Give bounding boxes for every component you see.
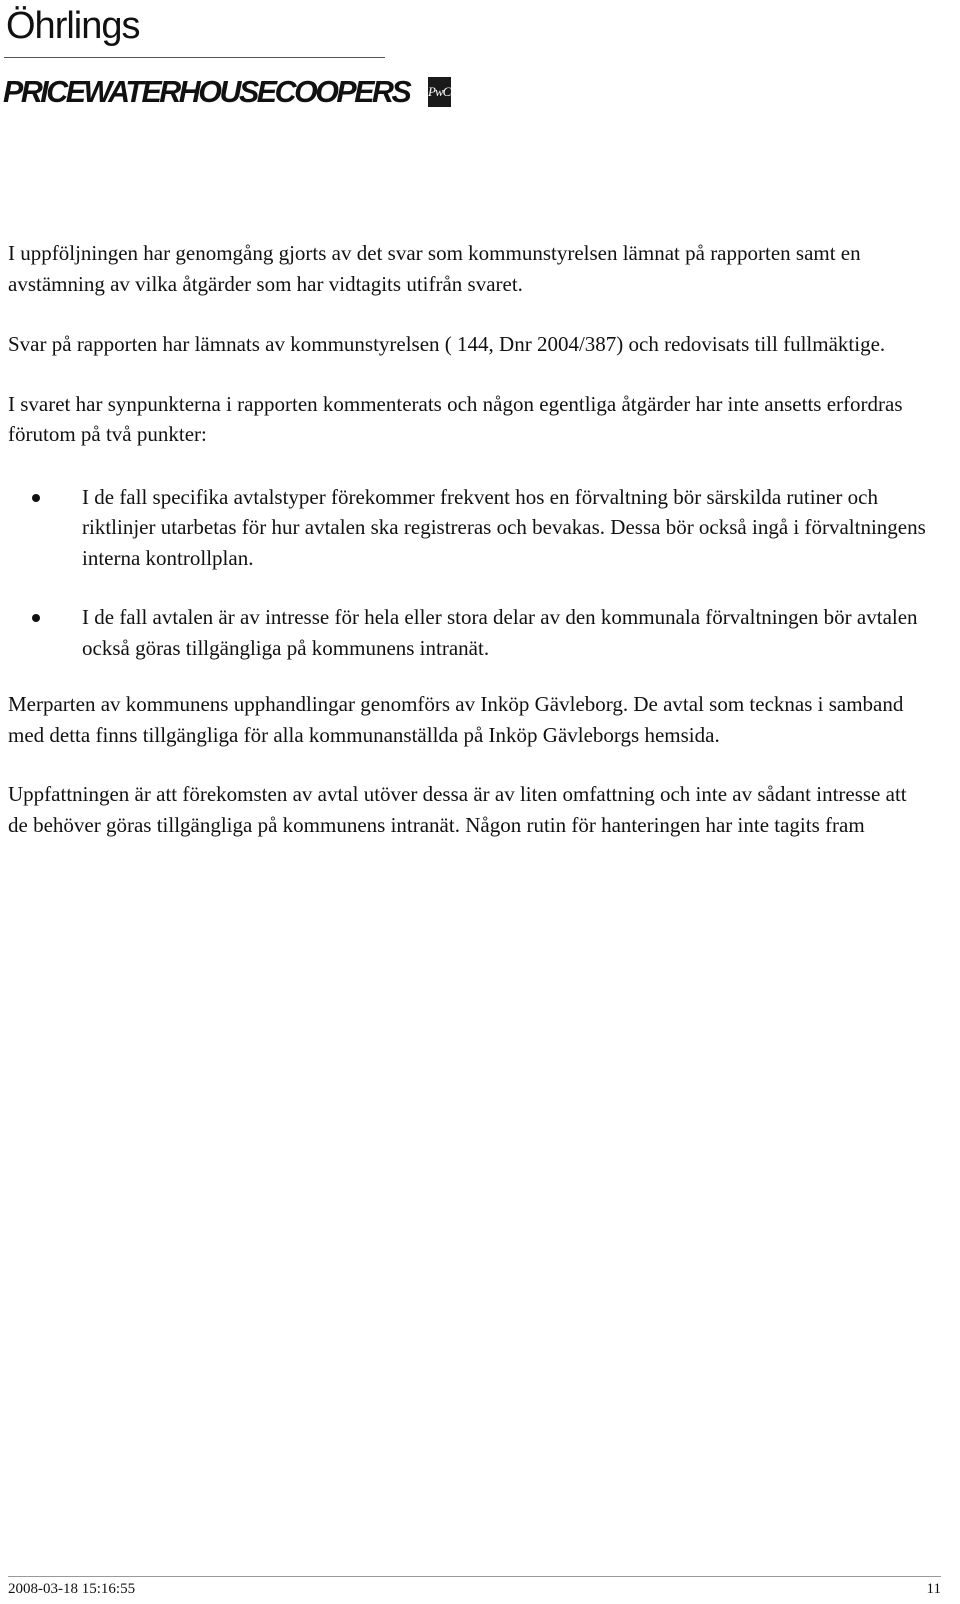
footer-divider (8, 1576, 941, 1577)
header-divider (4, 57, 385, 58)
paragraph: I uppföljningen har genomgång gjorts av det svar som kommunstyrelsen lämnat på rapporten samt en avstämning av vilka åtgärder som har vidtagits utifrån svaret. (8, 241, 861, 296)
brand-name: Öhrlings (6, 5, 140, 47)
company-logo (3, 69, 451, 115)
document-body (8, 238, 928, 869)
logo-monogram: PwC (428, 77, 451, 107)
page-footer (8, 1576, 941, 1598)
page-number: 11 (926, 1581, 941, 1597)
logo-wordmark: PRICEWATERHOUSECOOPERS (3, 74, 410, 109)
document-header (0, 0, 451, 120)
paragraph: Merparten av kommunens upphandlingar genomförs av Inköp Gävleborg. De avtal som tecknas i samband med detta finns tillgängliga för alla kommunanställda på Inköp Gävleborgs hemsida. (8, 692, 904, 747)
list-item-text: I de fall avtalen är av intresse för hela eller stora delar av den kommunala förvaltningen bör avtalen också göras tillgängliga på kommunens intranät. (82, 605, 918, 660)
bullet-icon (32, 614, 40, 622)
paragraph: Svar på rapporten har lämnats av kommunstyrelsen ( 144, Dnr 2004/387) och redovisats till fullmäktige. (8, 332, 886, 356)
bullet-icon (32, 494, 40, 502)
bullet-list (8, 482, 928, 664)
paragraph: I svaret har synpunkterna i rapporten kommenterats och någon egentliga åtgärder har inte ansetts erfordras förutom på två punkter: (8, 391, 903, 446)
list-item (8, 482, 928, 574)
paragraph: Uppfattningen är att förekomsten av avtal utöver dessa är av liten omfattning och inte av sådant intresse att de behöver göras tillgängliga på kommunens intranät. Någon rutin för hanteringen har inte tagits fram (8, 782, 907, 837)
list-item-text: I de fall specifika avtalstyper förekommer frekvent hos en förvaltning bör särskilda rutiner och riktlinjer utarbetas för hur avtalen ska registreras och bevakas. Dessa bör också ingå i förvaltningens interna kontrollplan. (82, 484, 926, 570)
list-item (8, 602, 928, 663)
footer-timestamp: 2008-03-18 15:16:55 (8, 1581, 136, 1597)
